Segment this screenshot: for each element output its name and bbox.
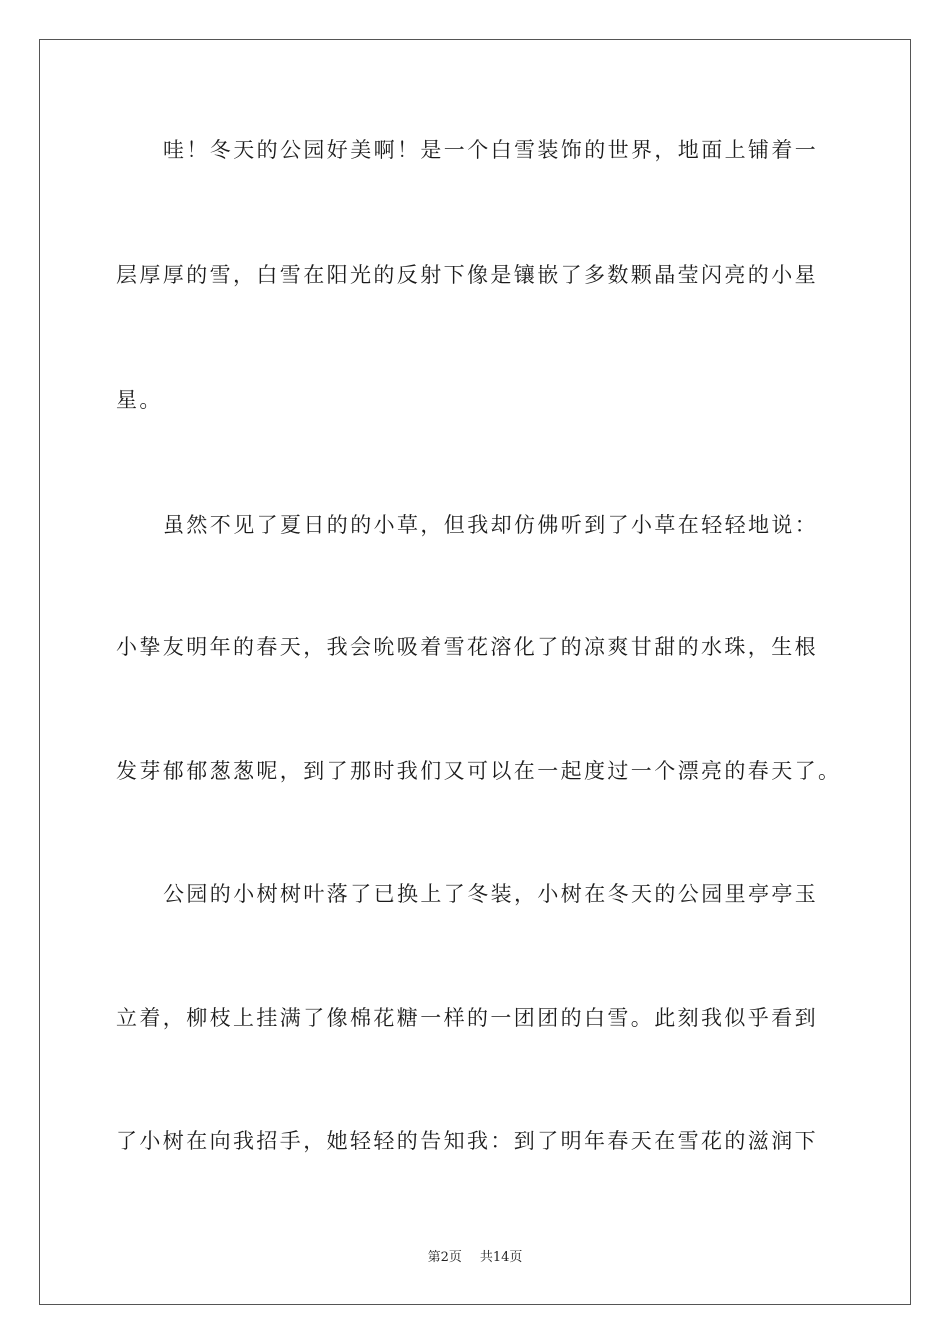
page-number: 第2页: [427, 1250, 462, 1265]
paragraph-2-line-1: 虽然不见了夏日的的小草，但我却仿佛听到了小草在轻轻地说：: [163, 513, 819, 537]
page-footer: [0, 1246, 950, 1265]
paragraph-3-line-2: 立着，柳枝上挂满了像棉花糖一样的一团团的白雪。此刻我似乎看到: [116, 1006, 818, 1030]
page-total: 共14页: [479, 1250, 523, 1265]
paragraph-2-line-2: 小挚友明年的春天，我会吮吸着雪花溶化了的凉爽甘甜的水珠，生根: [116, 635, 818, 659]
paragraph-1-line-1: 哇！冬天的公园好美啊！是一个白雪装饰的世界，地面上铺着一: [163, 138, 819, 162]
paragraph-2-line-3: 发芽郁郁葱葱呢，到了那时我们又可以在一起度过一个漂亮的春天了。: [116, 759, 842, 783]
paragraph-3-line-3: 了小树在向我招手，她轻轻的告知我：到了明年春天在雪花的滋润下: [116, 1129, 818, 1153]
paragraph-3-line-1: 公园的小树树叶落了已换上了冬装，小树在冬天的公园里亭亭玉: [163, 882, 819, 906]
paragraph-1-line-3: 星。: [116, 388, 163, 412]
paragraph-1-line-2: 层厚厚的雪，白雪在阳光的反射下像是镶嵌了多数颗晶莹闪亮的小星: [116, 263, 818, 287]
page-border: [39, 39, 911, 1305]
